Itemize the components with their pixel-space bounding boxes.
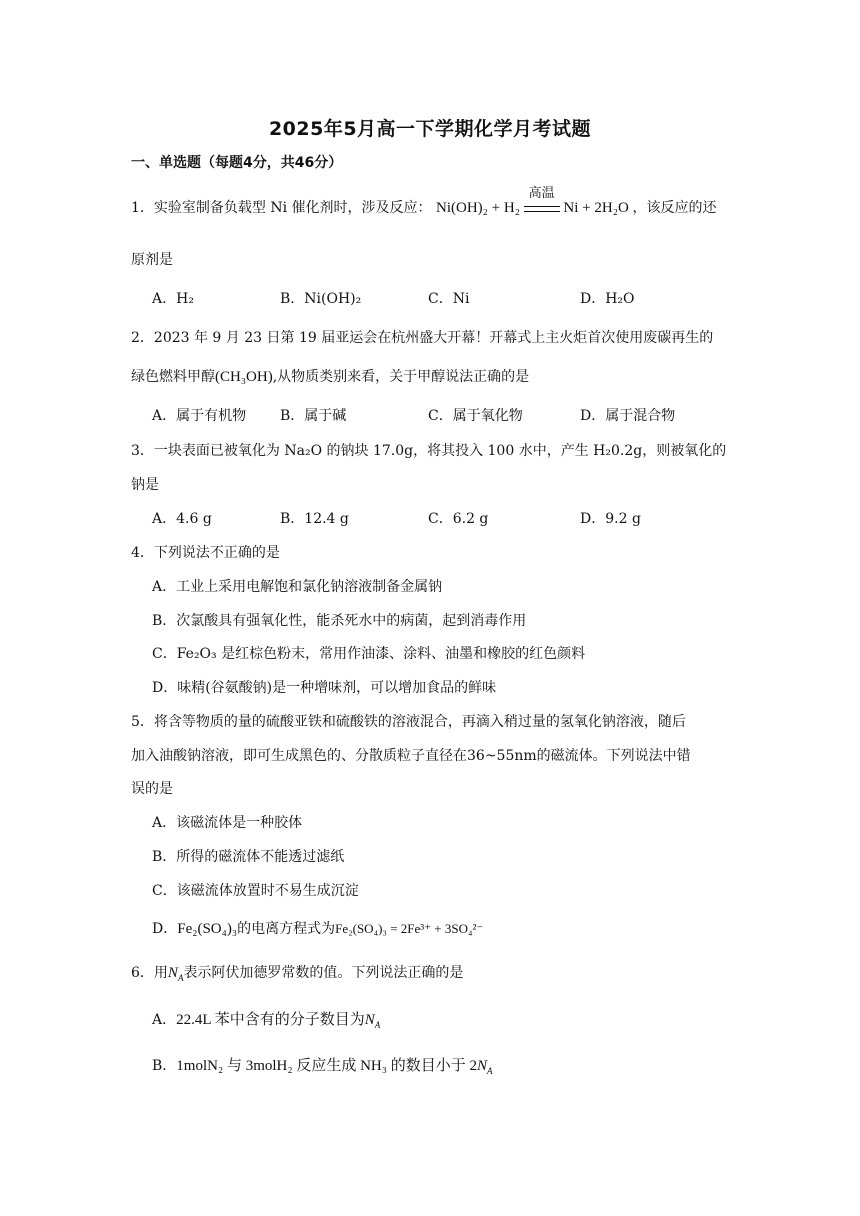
question-2-line-1: 2．2023 年 9 月 23 日第 19 届亚运会在杭州盛大开幕！开幕式上主火炬首次使用废碳再生的 <box>131 330 714 346</box>
question-2-line-2 <box>131 366 529 386</box>
option-c[interactable]: C．该磁流体放置时不易生成沉淀 <box>152 883 359 899</box>
option-label: B． <box>152 1058 177 1074</box>
option-b[interactable]: B．次氯酸具有强氧化性，能杀死水中的病菌，起到消毒作用 <box>152 613 527 629</box>
option-d[interactable]: D．属于混合物 <box>580 408 676 424</box>
question-3-line-2: 钠是 <box>131 477 159 493</box>
option-a[interactable]: A．该磁流体是一种胶体 <box>152 815 303 831</box>
avogadro-subscript: A <box>487 1066 493 1076</box>
question-6-text-tail: 表示阿伏加德罗常数的值。下列说法正确的是 <box>183 965 464 981</box>
option-d[interactable]: D．9.2 g <box>580 511 641 527</box>
option-b[interactable]: B．属于碱 <box>280 408 347 424</box>
option-a[interactable]: A．工业上采用电解饱和氯化钠溶液制备金属钠 <box>152 579 443 595</box>
question-3-line-1: 3．一块表面已被氧化为 Na₂O 的钠块 17.0g，将其投入 100 水中，产生 H₂0.2g，则被氧化的 <box>131 443 727 459</box>
question-6-stem <box>131 962 463 982</box>
question-1-stem-tail: ，该反应的还 <box>632 200 717 216</box>
double-line-icon <box>524 206 560 212</box>
option-text: 22.4L 苯中含有的分子数目为 <box>176 1012 365 1028</box>
option-d[interactable] <box>152 918 483 938</box>
option-d[interactable]: D．H₂O <box>580 291 635 307</box>
ferric-sulfate-formula: Fe₂(SO₄)₃ <box>177 921 238 937</box>
question-4-stem: 4．下列说法不正确的是 <box>131 545 280 561</box>
avogadro-letter: N <box>167 965 178 981</box>
option-a[interactable]: A．4.6 g <box>152 511 212 527</box>
option-a[interactable] <box>152 1008 380 1029</box>
question-2-text-tail: ,从物质类别来看，关于甲醇说法正确的是 <box>272 369 530 385</box>
option-d[interactable]: D．味精(谷氨酸钠)是一种增味剂，可以增加食品的鲜味 <box>152 680 497 696</box>
question-1-stem: 实验室制备负载型 Ni 催化剂时，涉及反应： <box>153 200 432 216</box>
avogadro-symbol <box>477 1058 493 1074</box>
avogadro-letter: N <box>364 1012 375 1028</box>
option-b[interactable]: B．所得的磁流体不能透过滤纸 <box>152 849 345 865</box>
equation-left: Ni(OH)₂ + H₂ <box>436 200 520 216</box>
reaction-condition: 高温 <box>528 185 555 200</box>
option-b[interactable] <box>152 1054 493 1075</box>
option-c[interactable]: C．6.2 g <box>428 511 489 527</box>
avogadro-letter: N <box>477 1058 488 1074</box>
option-label: D． <box>152 921 178 937</box>
option-label: A． <box>152 1012 177 1028</box>
equilibrium-sign <box>524 185 560 217</box>
option-a[interactable]: A．H₂ <box>152 291 194 307</box>
section-heading: 一、单选题（每题4分，共46分） <box>131 155 343 171</box>
question-number: 1． <box>131 200 154 216</box>
question-1-line-2: 原剂是 <box>131 252 173 268</box>
question-6-text: 6．用 <box>131 965 168 981</box>
option-text: 的电离方程式为 <box>237 921 336 937</box>
page-title: 2025年5月高一下学期化学月考试题 <box>268 118 592 140</box>
avogadro-subscript: A <box>374 1020 381 1030</box>
question-5-line-3: 误的是 <box>131 781 173 797</box>
reaction-equation <box>436 185 633 216</box>
option-text: 1molN₂ 与 3molH₂ 反应生成 NH₃ 的数目小于 2 <box>176 1058 477 1074</box>
option-a[interactable]: A．属于有机物 <box>152 408 247 424</box>
methanol-formula: (CH₃OH) <box>215 369 273 385</box>
option-c[interactable]: C．Ni <box>428 291 470 307</box>
option-b[interactable]: B．Ni(OH)₂ <box>280 291 362 307</box>
option-c[interactable]: C．Fe₂O₃ 是红棕色粉末，常用作油漆、涂料、油墨和橡胶的红色颜料 <box>152 646 586 662</box>
equation-right: Ni + 2H₂O <box>563 200 629 216</box>
option-b[interactable]: B．12.4 g <box>280 511 349 527</box>
question-1-line-1 <box>131 185 717 217</box>
option-c[interactable]: C．属于氧化物 <box>428 408 523 424</box>
avogadro-symbol <box>365 1012 381 1028</box>
avogadro-symbol <box>168 965 184 981</box>
question-5-line-2: 加入油酸钠溶液，即可生成黑色的、分散质粒子直径在36~55nm的磁流体。下列说法中错 <box>131 748 691 764</box>
question-5-line-1: 5．将含等物质的量的硫酸亚铁和硫酸铁的溶液混合，再滴入稍过量的氢氧化钠溶液，随后 <box>131 714 686 730</box>
avogadro-subscript: A <box>177 973 184 983</box>
ionization-equation: Fe₂(SO₄)₃ = 2Fe³⁺ + 3SO₄²⁻ <box>335 921 484 936</box>
question-2-text: 绿色燃料甲醇 <box>131 369 215 385</box>
